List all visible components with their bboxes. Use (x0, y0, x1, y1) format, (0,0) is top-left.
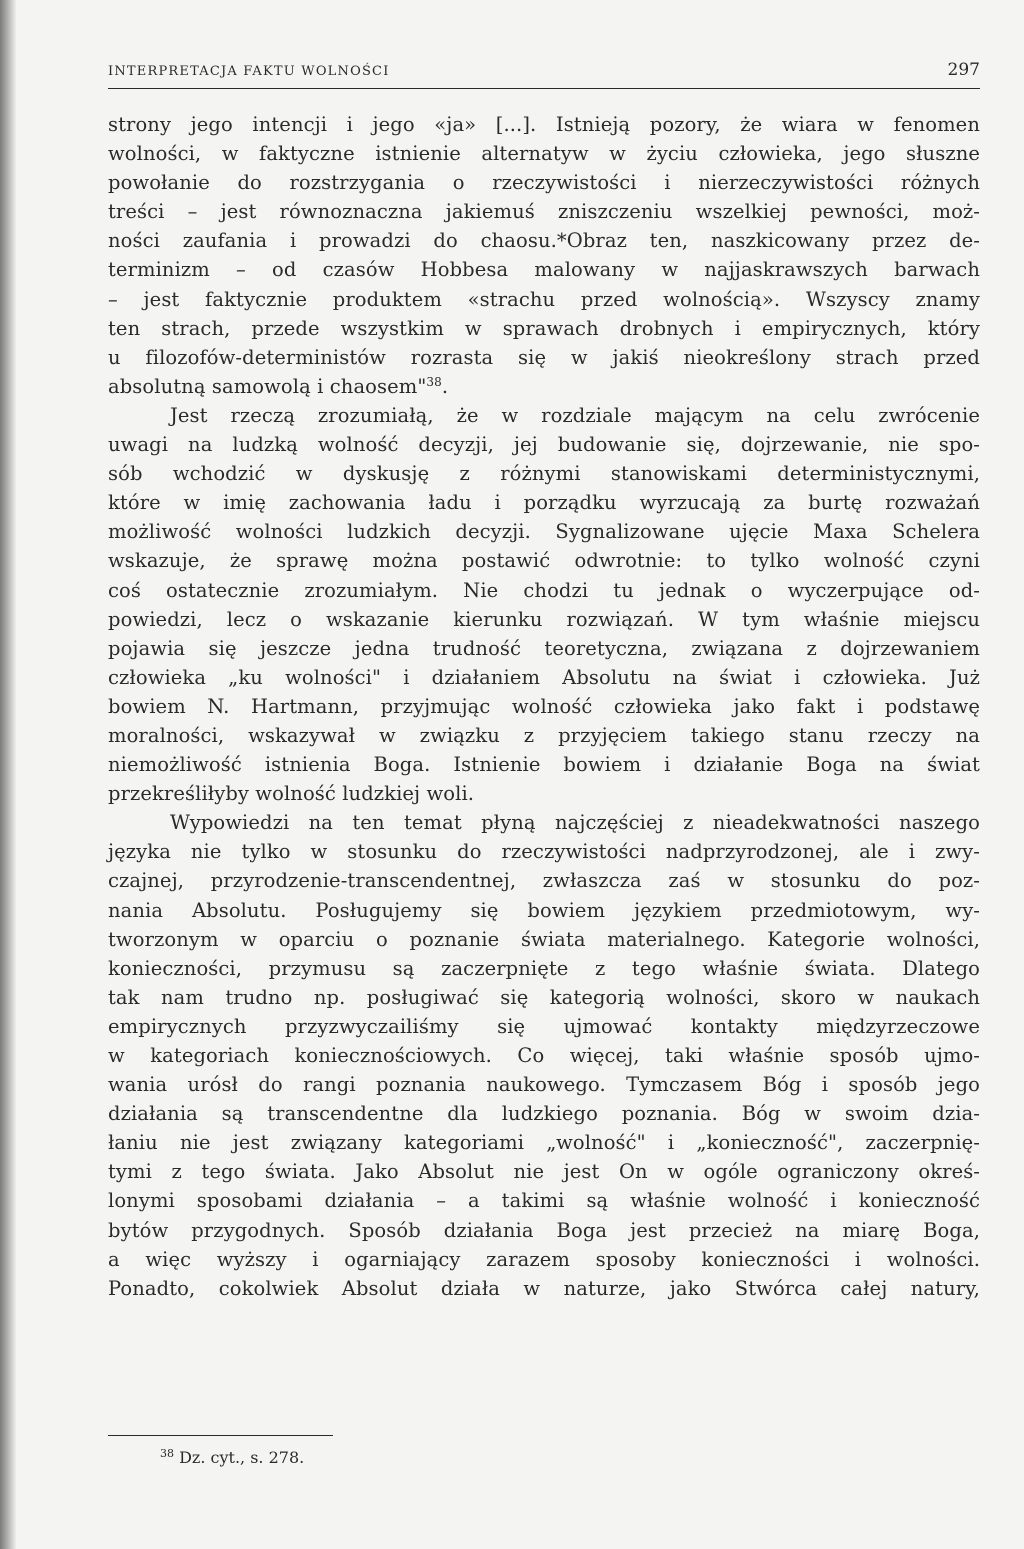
footnote-text: Dz. cyt., s. 278. (179, 1448, 305, 1467)
text-line: pojawia się jeszcze jedna trudność teoretyczna, związana z dojrzewaniem (108, 636, 980, 660)
text-line: wolności, w faktyczne istnienie alternatyw w życiu człowieka, jego słuszne (108, 142, 980, 166)
text-line: nania Absolutu. Posługujemy się bowiem językiem przedmiotowym, wy- (108, 898, 980, 922)
text-line: działania są transcendentne dla ludzkiego poznania. Bóg w swoim dzia- (108, 1102, 980, 1126)
text-line: strony jego intencji i jego «ja» [...]. Istnieją pozory, że wiara w fenomen (108, 113, 980, 136)
text-line-segment: . (441, 374, 449, 398)
text-line: u filozofów-deterministów rozrasta się w jakiś nieokreślony strach przed (108, 345, 980, 369)
text-line: w kategoriach koniecznościowych. Co więcej, taki właśnie sposób ujmo- (108, 1044, 980, 1067)
text-line: tak nam trudno np. posługiwać się kategorią wolności, skoro w naukach (108, 985, 980, 1009)
footnote (160, 1448, 304, 1467)
text-line: lonymi sposobami działania – a takimi są właśnie wolność i konieczność (108, 1189, 980, 1213)
text-line: wania urósł do rangi poznania naukowego. Tymczasem Bóg i sposób jego (108, 1073, 980, 1097)
text-line: które w imię zachowania ładu i porządku wyrzucają za burtę rozważań (108, 491, 980, 515)
text-line: tworzonym w oparciu o poznanie świata materialnego. Kategorie wolności, (108, 927, 980, 951)
text-line: moralności, wskazywał w związku z przyjęciem takiego stanu rzeczy na (108, 723, 980, 747)
text-line: ten strach, przede wszystkim w sprawach drobnych i empirycznych, który (108, 316, 980, 340)
text-line: niemożliwość istnienia Boga. Istnienie bowiem i działanie Boga na świat (108, 753, 980, 777)
text-line: bowiem N. Hartmann, przyjmując wolność człowieka jako fakt i podstawę (108, 694, 980, 718)
paragraph-first-line: Jest rzeczą zrozumiałą, że w rozdziale mającym na celu zwrócenie (170, 403, 980, 427)
text-line: empirycznych przyzwyczailiśmy się ujmować kontakty międzyrzeczowe (108, 1014, 980, 1038)
text-line: powołanie do rozstrzygania o rzeczywistości i nierzeczywistości różnych (108, 171, 980, 195)
text-line: ności zaufania i prowadzi do chaosu.*Obraz ten, naszkicowany przez de- (108, 229, 980, 253)
book-spine-shadow (0, 0, 16, 1549)
text-line-segment: absolutną samowolą i chaosem" (108, 374, 427, 398)
main-text (108, 110, 980, 1303)
paragraph-first-line: Wypowiedzi na ten temat płyną najczęściej z nieadekwatności naszego (170, 811, 980, 835)
text-line (108, 372, 980, 401)
text-line: wskazuje, że sprawę można postawić odwrotnie: to tylko wolność czyni (108, 549, 980, 573)
text-line: powiedzi, lecz o wskazanie kierunku rozwiązań. W tym właśnie miejscu (108, 607, 980, 631)
text-line: czajnej, przyrodzenie-transcendentnej, zwłaszcza zaś w stosunku do poz- (108, 869, 980, 893)
text-line: – jest faktycznie produktem «strachu przed wolnością». Wszyscy znamy (108, 287, 980, 311)
text-line: konieczności, przymusu są zaczerpnięte z tego właśnie świata. Dlatego (108, 956, 980, 980)
text-line: a więc wyższy i ogarniający zarazem sposoby konieczności i wolności. (108, 1247, 980, 1271)
text-line: języka nie tylko w stosunku do rzeczywistości nadprzyrodzonej, ale i zwy- (108, 840, 980, 864)
text-line: terminizm – od czasów Hobbesa malowany w najjaskrawszych barwach (108, 258, 980, 282)
footnote-reference: 38 (426, 374, 442, 389)
text-line: treści – jest równoznaczna jakiemuś zniszczeniu wszelkiej pewności, moż- (108, 200, 980, 224)
footnote-number: 38 (160, 1447, 174, 1460)
text-line: tymi z tego świata. Jako Absolut nie jest On w ogóle ograniczony okreś- (108, 1160, 980, 1184)
text-line: sób wchodzić w dyskusję z różnymi stanowiskami deterministycznymi, (108, 462, 980, 486)
text-line: Ponadto, cokolwiek Absolut działa w naturze, jako Stwórca całej natury, (108, 1276, 980, 1300)
text-line: możliwość wolności ludzkich decyzji. Sygnalizowane ujęcie Maxa Schelera (108, 520, 980, 544)
text-line: przekreśliłyby wolność ludzkiej woli. (108, 782, 475, 806)
page-number: 297 (947, 60, 980, 80)
running-head: INTERPRETACJA FAKTU WOLNOŚCI (108, 64, 390, 79)
text-line: bytów przygodnych. Sposób działania Boga jest przecież na miarę Boga, (108, 1218, 980, 1242)
text-line: człowieka „ku wolności" i działaniem Absolutu na świat i człowieka. Już (108, 665, 980, 689)
text-line: coś ostatecznie zrozumiałym. Nie chodzi tu jednak o wyczerpujące od- (108, 578, 980, 602)
page-header (108, 58, 980, 89)
text-line: łaniu nie jest związany kategoriami „wolność" i „konieczność", zaczerpnię- (108, 1131, 980, 1155)
text-line: uwagi na ludzką wolność decyzji, jej budowanie się, dojrzewanie, nie spo- (108, 433, 980, 457)
footnote-separator (108, 1435, 333, 1436)
